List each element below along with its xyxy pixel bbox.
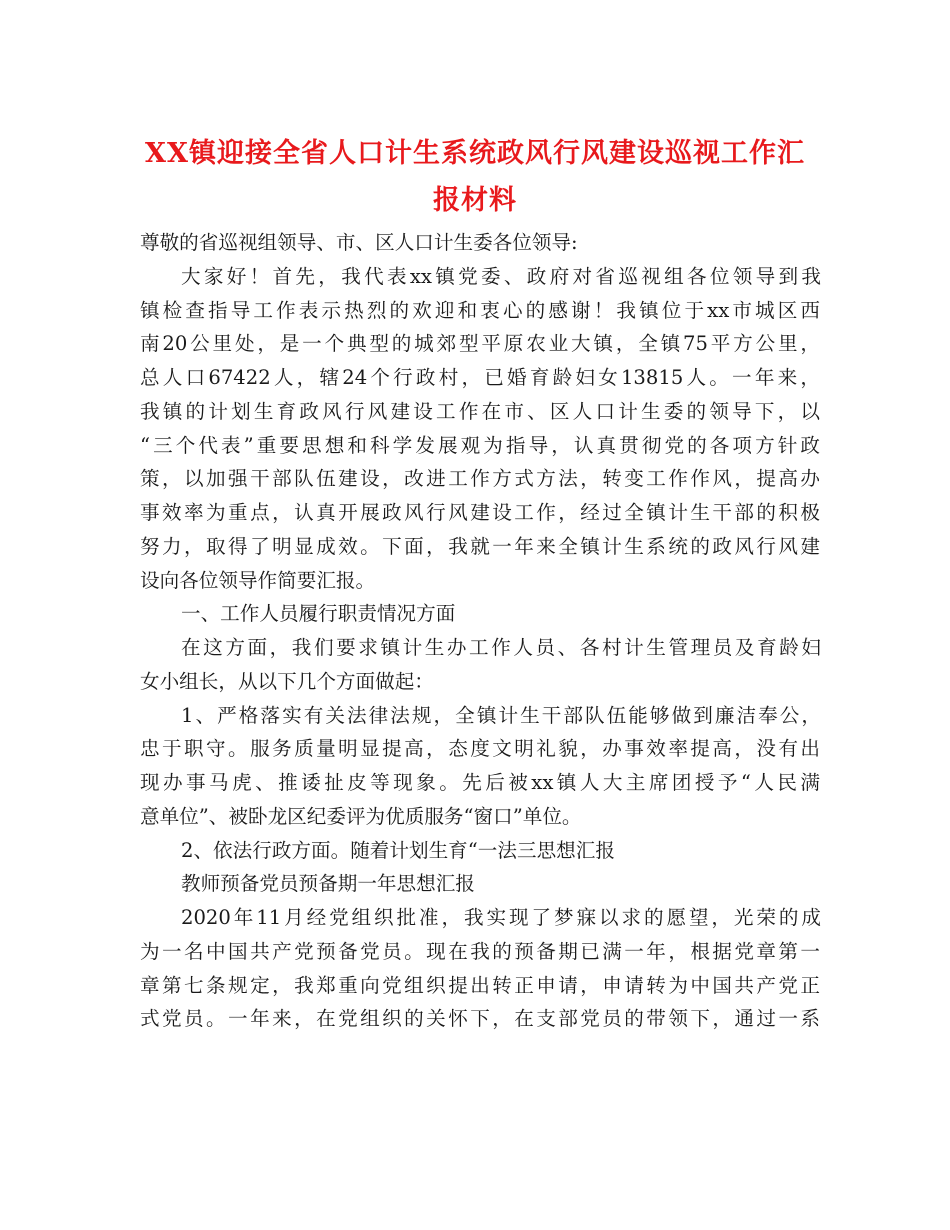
body-line: 镇检查指导工作表示热烈的欢迎和衷心的感谢！我镇位于xx市城区西 [140, 298, 820, 322]
body-line: 大家好！首先，我代表xx镇党委、政府对省巡视组各位领导到我 [181, 264, 821, 288]
body-line: 式党员。一年来，在党组织的关怀下，在支部党员的带领下，通过一系 [140, 1007, 820, 1031]
body-line: 女小组长，从以下几个方面做起： [140, 669, 434, 693]
body-line: 教师预备党员预备期一年思想汇报 [181, 872, 475, 896]
body-line: 章第七条规定，我郑重向党组织提出转正申请，申请转为中国共产党正 [140, 973, 820, 997]
body-line: 事效率为重点，认真开展政风行风建设工作，经过全镇计生干部的积极 [140, 501, 820, 524]
body-line: 意单位”、被卧龙区纪委评为优质服务“窗口”单位。 [140, 804, 582, 828]
body-line: 总人口67422人，辖24个行政村，已婚育龄妇女13815人。一年来， [140, 366, 820, 389]
document-title-line-2: 报材料 [433, 185, 517, 216]
body-line: 忠于职守。服务质量明显提高，态度文明礼貌，办事效率提高，没有出 [140, 737, 820, 761]
body-line: 尊敬的省巡视组领导、市、区人口计生委各位领导: [140, 231, 578, 254]
body-line: 为一名中国共产党预备党员。现在我的预备期已满一年，根据党章第一 [140, 939, 820, 963]
body-line: 2、依法行政方面。随着计划生育“一法三思想汇报 [181, 838, 615, 862]
body-line: 在这方面，我们要求镇计生办工作人员、各村计生管理员及育龄妇 [181, 636, 821, 659]
body-line: 现办事马虎、推诿扯皮等现象。先后被xx镇人大主席团授予“人民满 [140, 771, 820, 794]
body-line: 一、工作人员履行职责情况方面 [181, 602, 456, 626]
body-line: “三个代表”重要思想和科学发展观为指导，认真贯彻党的各项方针政 [140, 433, 820, 457]
body-line: 努力，取得了明显成效。下面，我就一年来全镇计生系统的政风行风建 [140, 534, 820, 558]
body-line: 策，以加强干部队伍建设，改进工作方式方法，转变工作作风，提高办 [140, 467, 820, 491]
body-line: 1、严格落实有关法律法规，全镇计生干部队伍能够做到廉洁奉公， [181, 703, 821, 727]
body-line: 南20公里处，是一个典型的城郊型平原农业大镇，全镇75平方公里， [140, 332, 820, 356]
body-line: 设向各位领导作简要汇报。 [140, 568, 376, 592]
body-line: 我镇的计划生育政风行风建设工作在市、区人口计生委的领导下，以 [140, 399, 820, 423]
body-line: 2020年11月经党组织批准，我实现了梦寐以求的愿望，光荣的成 [181, 906, 821, 929]
document-title-line-1: XX镇迎接全省人口计生系统政风行风建设巡视工作汇 [145, 138, 805, 169]
